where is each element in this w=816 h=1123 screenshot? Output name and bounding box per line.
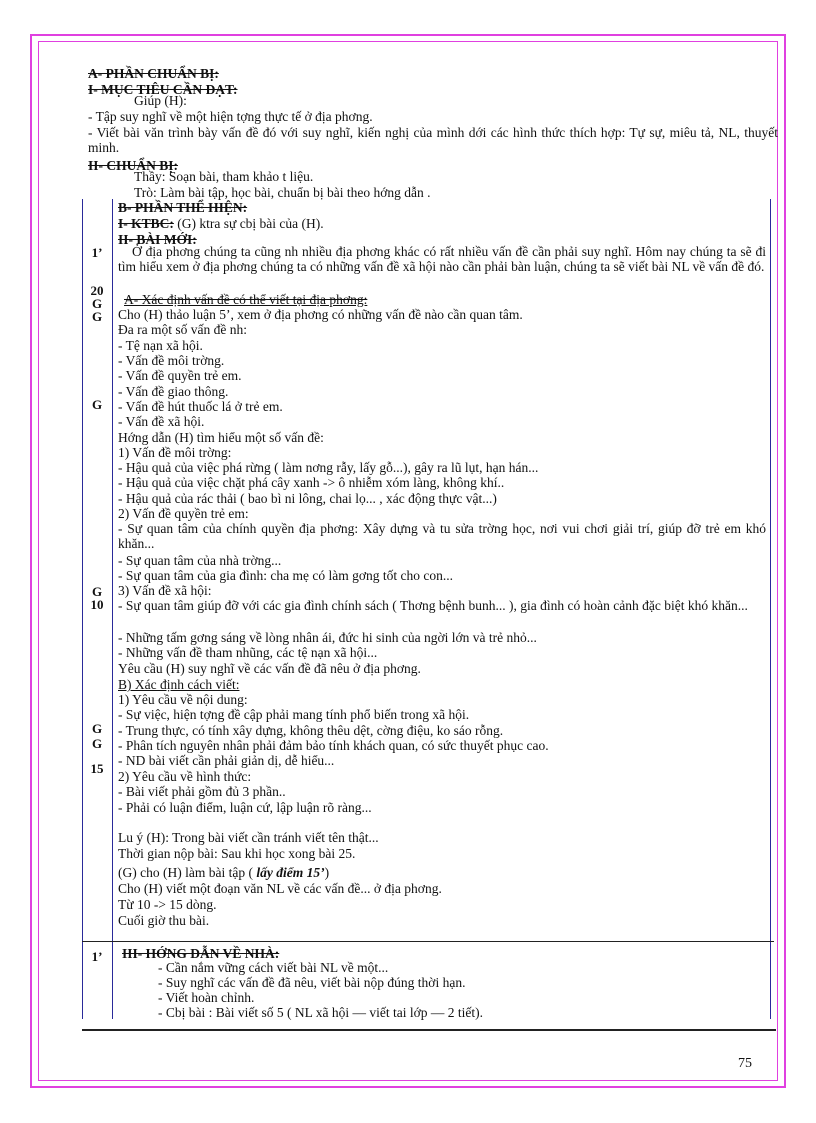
- objectives-title: I- MỤC TIÊU CẦN ĐẠT:: [88, 82, 238, 97]
- margin-note: 10: [90, 597, 104, 612]
- margin-note: G: [91, 721, 103, 736]
- page-number: 75: [738, 1056, 752, 1071]
- student-prep: Trò: Làm bài tập, học bài, chuẩn bị bài theo hớng dẫn .: [134, 185, 431, 200]
- objective-1: - Tập suy nghĩ về một hiện tợng thực tế ở địa phơng.: [88, 109, 373, 124]
- homework-item: - Cần nắm vững cách viết bài NL về một...: [158, 960, 389, 975]
- homework-title: III- HỚNG DẪN VỀ NHÀ:: [122, 946, 280, 961]
- preparation-title: II- CHUẨN BỊ:: [88, 158, 179, 173]
- social-item: - Những vấn đề tham nhũng, các tệ nạn xã hội...: [118, 645, 378, 660]
- issue-item: - Vấn đề hút thuốc lá ở trẻ em.: [118, 399, 283, 414]
- exercise-detail: Cho (H) viết một đoạn văn NL về các vấn đề... ở địa phơng.: [118, 881, 442, 896]
- exercise-detail: Từ 10 -> 15 dòng.: [118, 897, 217, 912]
- issue-item: - Vấn đề xã hội.: [118, 414, 205, 429]
- exercise-points: lấy điểm 15’: [256, 865, 325, 880]
- issue-item: - Vấn đề môi trờng.: [118, 353, 225, 368]
- content-requirement: - Phân tích nguyên nhân phải đảm bảo tính khách quan, có sức thuyết phục cao.: [118, 738, 549, 753]
- environment-title: 1) Vấn đề môi trờng:: [118, 445, 232, 460]
- content-requirement: - Sự việc, hiện tợng đề cập phải mang tính phổ biến trong xã hội.: [118, 707, 470, 722]
- issue-item: - Vấn đề giao thông.: [118, 384, 229, 399]
- child-rights-title: 2) Vấn đề quyền trẻ em:: [118, 506, 249, 521]
- margin-note: G: [91, 397, 103, 412]
- form-requirement: - Bài viết phải gồm đủ 3 phần..: [118, 784, 286, 799]
- environment-item: - Hậu quả của rác thải ( bao bì ni lông, chai lọ... , xác động thực vật...): [118, 491, 497, 506]
- margin-note: 1’: [91, 949, 103, 964]
- homework-item: - Suy nghĩ các vấn đề đã nêu, viết bài nộp đúng thời hạn.: [158, 975, 466, 990]
- note-line: Lu ý (H): Trong bài viết cần tránh viết tên thật...: [118, 830, 379, 845]
- exercise-prefix: (G) cho (H) làm bài tập (: [118, 865, 257, 880]
- column-line-mid: [112, 199, 113, 1019]
- environment-item: - Hậu quả của việc chặt phá cây xanh -> ô nhiễm xóm làng, không khí..: [118, 475, 505, 490]
- social-item: - Sự quan tâm giúp đỡ với các gia đình chính sách ( Thơng bệnh bunh... ), gia đình có hoàn cảnh đặc biệt khó khăn...: [118, 598, 748, 613]
- column-line-right: [770, 199, 771, 1019]
- exercise-suffix: ): [324, 865, 330, 880]
- intro-paragraph: Ở địa phơng chúng ta cũng nh nhiều địa phơng khác có rất nhiều vấn đề cần phải suy nghĩ. Hôm nay chúng ta sẽ đi tìm hiểu xem ở địa phơng chúng ta có những vấn đề xã hội nào cần phải bàn luận, chúng ta sẽ viết bài NL về vấn đề đó.: [118, 244, 766, 274]
- homework-item: - Viết hoàn chỉnh.: [158, 990, 255, 1005]
- issue-item: - Vấn đề quyền trẻ em.: [118, 368, 242, 383]
- new-lesson-title: II- BÀI MỚI:: [118, 232, 197, 247]
- child-rights-item: - Sự quan tâm của chính quyền địa phơng: Xây dựng và tu sửa trờng học, nơi vui chơi giải trí, giúp đỡ trẻ em khó khăn...: [118, 521, 766, 551]
- margin-note: 20: [90, 283, 104, 298]
- environment-item: - Hậu quả của việc phá rừng ( làm nơng rẫy, lấy gỗ...), gây ra lũ lụt, hạn hán...: [118, 460, 539, 475]
- child-rights-item: - Sự quan tâm của nhà trờng...: [118, 553, 282, 568]
- margin-note: 1’: [91, 245, 103, 260]
- margin-note: G: [91, 736, 103, 751]
- ktbc-text: (G) ktra sự cbị bài của (H).: [173, 216, 324, 231]
- section-separator: [82, 941, 774, 942]
- form-requirements-title: 2) Yêu cầu về hình thức:: [118, 769, 252, 784]
- margin-note: 15: [90, 761, 104, 776]
- requirement-line: Yêu cầu (H) suy nghĩ về các vấn đề đã nêu ở địa phơng.: [118, 661, 421, 676]
- discussion-line: Cho (H) thảo luận 5’, xem ở địa phơng có những vấn đề nào cần quan tâm.: [118, 307, 523, 322]
- objectives-intro: Giúp (H):: [134, 93, 187, 108]
- exercise-detail: Cuối giờ thu bài.: [118, 913, 210, 928]
- part-b-title: B- PHẦN THỂ HIỆN:: [118, 200, 248, 215]
- margin-note: G: [91, 296, 103, 311]
- content-requirement: - Trung thực, có tính xây dựng, không thêu dệt, cờng điệu, ko sáo rỗng.: [118, 723, 504, 738]
- social-item: - Những tấm gơng sáng về lòng nhân ái, đức hi sinh của ngời lớn và trẻ nhỏ...: [118, 630, 537, 645]
- ktbc-line: [118, 216, 324, 231]
- content-requirements-title: 1) Yêu cầu về nội dung:: [118, 692, 248, 707]
- margin-note: G: [91, 309, 103, 324]
- ktbc-label: I- KTBC:: [118, 216, 174, 231]
- guide-intro: Hớng dẫn (H) tìm hiểu một số vấn đề:: [118, 430, 324, 445]
- social-title: 3) Vấn đề xã hội:: [118, 583, 212, 598]
- objective-2: - Viết bài văn trình bày vấn đề đó với suy nghĩ, kiến nghị của mình dới các hình thức thích hợp: Tự sự, miêu tả, NL, thuyết minh.: [88, 125, 778, 155]
- issue-item: - Tệ nạn xã hội.: [118, 338, 203, 353]
- child-rights-item: - Sự quan tâm của gia đình: cha mẹ có làm gơng tốt cho con...: [118, 568, 453, 583]
- form-requirement: - Phải có luận điểm, luận cứ, lập luận rõ ràng...: [118, 800, 372, 815]
- teacher-prep: Thầy: Soạn bài, tham khảo t liệu.: [134, 169, 314, 184]
- content-requirement: - ND bài viết cần phải giản dị, dễ hiểu...: [118, 753, 335, 768]
- part-a-title: A- PHẦN CHUẨN BỊ:: [88, 66, 219, 81]
- margin-note: G: [91, 584, 103, 599]
- issues-intro: Đa ra một số vấn đề nh:: [118, 322, 247, 337]
- sub-b-title: B) Xác định cách viết:: [118, 677, 240, 692]
- bottom-rule: [82, 1029, 776, 1031]
- exercise-line: [118, 865, 329, 880]
- sub-a-title: A- Xác định vấn đề có thể viết tại địa phơng:: [124, 292, 368, 307]
- deadline-line: Thời gian nộp bài: Sau khi học xong bài 25.: [118, 846, 356, 861]
- homework-item: - Cbị bài : Bài viết số 5 ( NL xã hội — viết tai lớp — 2 tiết).: [158, 1005, 483, 1020]
